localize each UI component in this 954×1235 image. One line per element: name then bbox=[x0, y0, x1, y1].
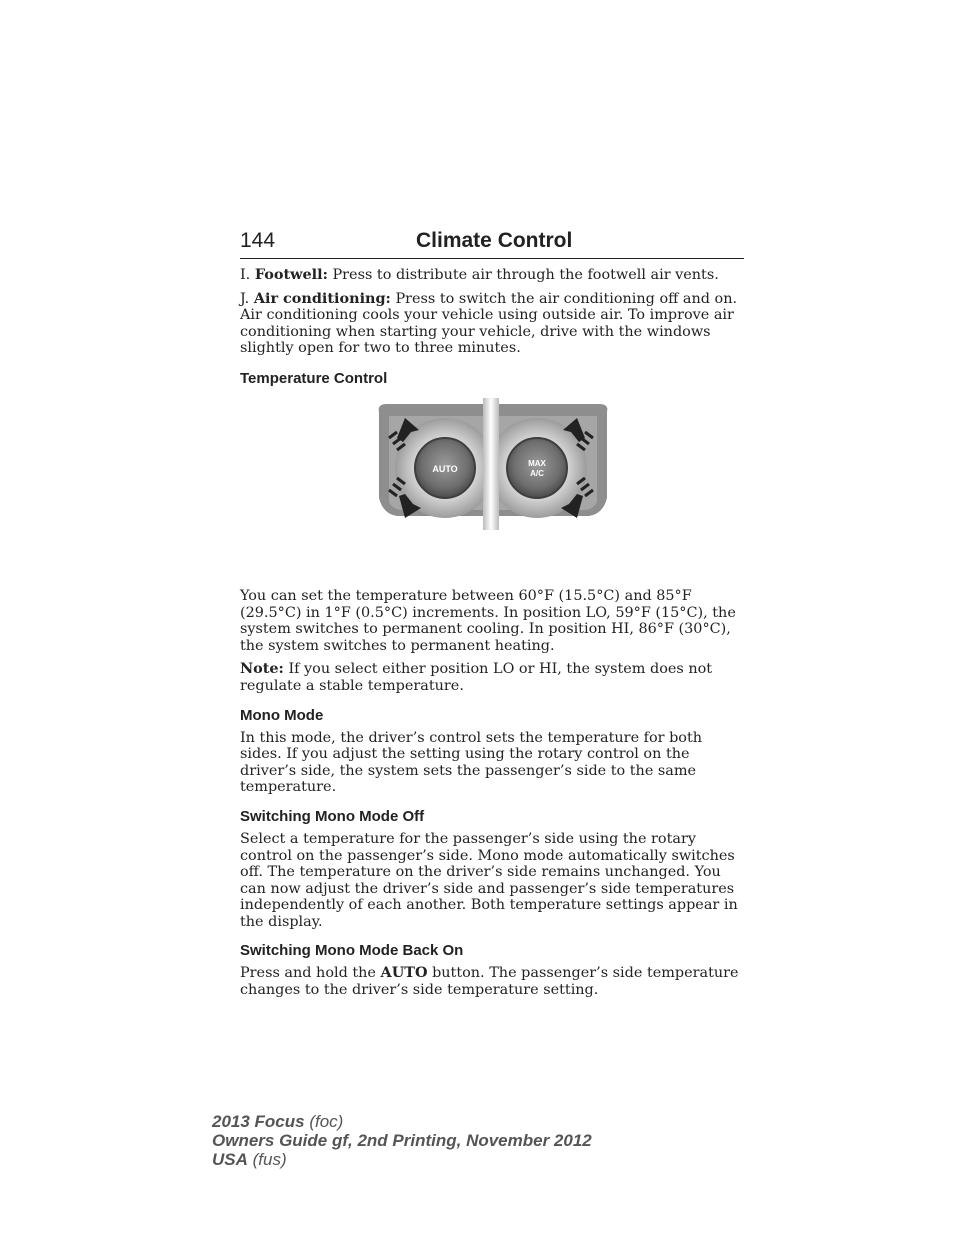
page-number: 144 bbox=[240, 229, 276, 252]
mono-mode-paragraph: In this mode, the driver’s control sets the temperature for both sides. If you adjust the setting using the rotary control on the driver’s side, the system sets the passenger’s side to the same temperature. bbox=[240, 729, 703, 796]
heading-mono-mode-on: Switching Mono Mode Back On bbox=[240, 942, 464, 960]
heading-mono-mode-off: Switching Mono Mode Off bbox=[240, 807, 425, 825]
svg-text:AUTO: AUTO bbox=[432, 463, 458, 474]
mono-on-paragraph: Press and hold the AUTO button. The passenger’s side temperature changes to the driver’s side temperature setting. bbox=[240, 964, 739, 999]
page-content bbox=[240, 267, 744, 1006]
page-title: Climate Control bbox=[416, 229, 573, 252]
svg-text:MAX: MAX bbox=[528, 458, 546, 468]
temperature-range-paragraph: You can set the temperature between 60°F (15.5°C) and 85°F (29.5°C) in 1°F (0.5°C) increments. In position LO, 59°F (15°C), the system switches to permanent cooling. In position HI, 86°F (30°C), the system switches to permanent heating. bbox=[240, 587, 736, 654]
max-ac-button bbox=[507, 438, 567, 498]
climate-control-figure bbox=[240, 398, 744, 588]
item-air-conditioning: J. Air conditioning: Press to switch the air conditioning off and on. Air conditioning cools your vehicle using outside air. To improve air conditioning when starting your vehicle, drive with the windows slightly open for two to three minutes. bbox=[240, 289, 738, 357]
svg-text:A/C: A/C bbox=[530, 468, 544, 478]
footer-line-2: Owners Guide gf, 2nd Printing, November 2012 bbox=[212, 1131, 592, 1150]
temperature-knobs-illustration bbox=[375, 398, 611, 530]
panel-divider bbox=[483, 398, 499, 530]
footer-line-3: USA (fus) bbox=[212, 1150, 287, 1169]
item-footwell: I. Footwell: Press to distribute air through the footwell air vents. bbox=[240, 266, 719, 283]
heading-mono-mode: Mono Mode bbox=[240, 706, 324, 724]
page-header bbox=[240, 228, 744, 259]
page-footer bbox=[212, 1112, 592, 1169]
temperature-note: Note: If you select either position LO or HI, the system does not regulate a stable temperature. bbox=[240, 660, 713, 694]
heading-temperature-control: Temperature Control bbox=[240, 369, 388, 387]
mono-off-paragraph: Select a temperature for the passenger’s side using the rotary control on the passenger’s side. Mono mode automatically switches off. The temperature on the driver’s side remains unchanged. You can now adjust the driver’s side and passenger’s side temperatures independently of each another. Both temperature settings appear in the display. bbox=[240, 830, 738, 930]
footer-line-1: 2013 Focus (foc) bbox=[212, 1112, 344, 1131]
